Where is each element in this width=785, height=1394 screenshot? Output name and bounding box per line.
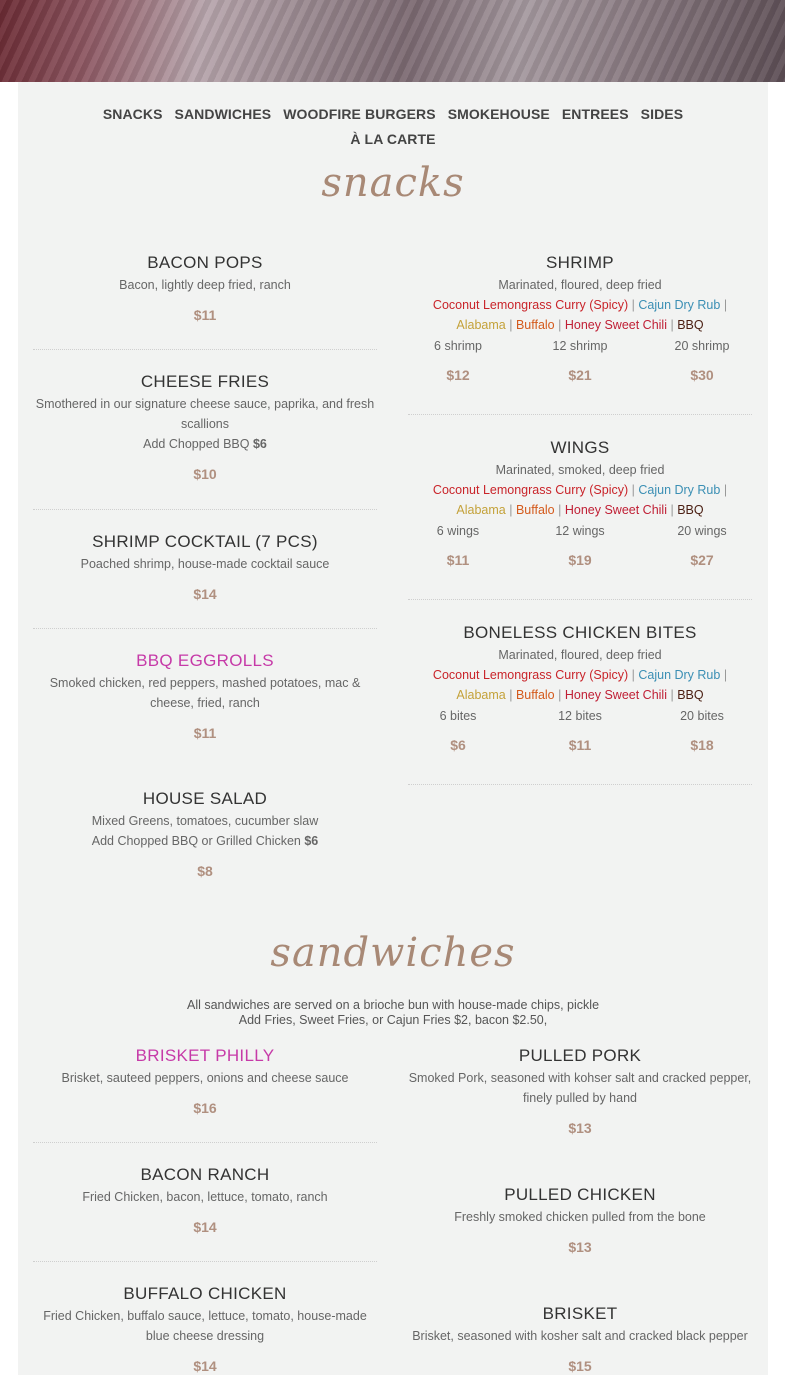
item-description: Fried Chicken, bacon, lettuce, tomato, ranch [82, 1190, 328, 1204]
item-name: CHEESE FRIES [140, 372, 270, 391]
item-name: PULLED PORK [518, 1046, 642, 1065]
item-description: Poached shrimp, house-made cocktail sauce [80, 557, 330, 571]
item-description: Freshly smoked chicken pulled from the bone [454, 1210, 706, 1224]
item-description: Brisket, sauteed peppers, onions and cheese sauce [61, 1071, 349, 1085]
portion-sizes: 6 bites 12 bites 20 bites [439, 709, 724, 723]
menu-item [33, 789, 377, 885]
hero-banner-image [0, 0, 785, 82]
item-price: $13 [568, 1120, 592, 1136]
menu-item [33, 532, 377, 629]
item-price: $11 [193, 307, 217, 323]
nav-woodfire-burgers[interactable]: WOODFIRE BURGERS [283, 105, 436, 122]
menu-item [408, 1046, 752, 1165]
intro-line: All sandwiches are served on a brioche bun with house-made chips, pickle [186, 998, 600, 1012]
portion-prices: $12 $21 $30 [446, 367, 714, 383]
menu-item [33, 372, 377, 510]
menu-item [408, 253, 752, 415]
item-price: $14 [193, 1219, 217, 1235]
intro-line: Add Fries, Sweet Fries, or Cajun Fries $2, bacon $2.50, [238, 1013, 548, 1027]
item-price: $8 [197, 863, 213, 879]
item-name: BBQ EGGROLLS [136, 651, 274, 670]
item-description: Smoked Pork, seasoned with kohser salt and cracked pepper, finely pulled by hand [408, 1071, 752, 1105]
snacks-section-title: snacks [321, 160, 465, 206]
menu-panel [18, 82, 768, 1375]
item-description: Brisket, seasoned with kosher salt and cracked black pepper [412, 1329, 748, 1343]
menu-item [408, 1185, 752, 1284]
flavor-options: Coconut Lemongrass Curry (Spicy) | Cajun Dry Rub | Alabama | Buffalo | Honey Sweet Chili | BBQ [432, 668, 728, 702]
item-price: $13 [568, 1239, 592, 1255]
item-price: $15 [568, 1358, 592, 1374]
snacks-right-column [408, 253, 752, 785]
item-name: BRISKET [542, 1304, 618, 1323]
nav-smokehouse[interactable]: SMOKEHOUSE [447, 105, 550, 122]
item-description: Marinated, floured, deep fried [498, 648, 662, 662]
nav-entrees[interactable]: ENTREES [561, 105, 629, 122]
item-description: Smoked chicken, red peppers, mashed potatoes, mac & cheese, fried, ranch [49, 676, 361, 710]
nav-a-la-carte[interactable]: À LA CARTE [350, 130, 436, 147]
menu-item [33, 253, 377, 350]
item-price: $14 [193, 1358, 217, 1374]
item-price: $16 [193, 1100, 217, 1116]
nav-snacks[interactable]: SNACKS [102, 105, 163, 122]
menu-category-nav [18, 101, 768, 151]
portion-sizes: 6 wings 12 wings 20 wings [436, 524, 727, 538]
item-name: SHRIMP COCKTAIL (7 PCS) [92, 532, 318, 551]
item-name: WINGS [550, 438, 610, 457]
item-description: Fried Chicken, buffalo sauce, lettuce, tomato, house-made blue cheese dressing [43, 1309, 367, 1343]
nav-sandwiches[interactable]: SANDWICHES [174, 105, 272, 122]
sandwiches-intro [18, 998, 768, 1028]
sandwiches-left-column [33, 1046, 377, 1394]
menu-item [33, 651, 377, 767]
menu-item [33, 1165, 377, 1262]
item-name: PULLED CHICKEN [504, 1185, 656, 1204]
item-description: Bacon, lightly deep fried, ranch [119, 278, 291, 292]
item-name: BONELESS CHICKEN BITES [463, 623, 697, 642]
menu-item [408, 623, 752, 785]
portion-prices: $6 $11 $18 [450, 737, 714, 753]
portion-sizes: 6 shrimp 12 shrimp 20 shrimp [434, 339, 730, 353]
item-addon: Add Chopped BBQ or Grilled Chicken $6 [91, 834, 319, 848]
item-description: Smothered in our signature cheese sauce, paprika, and fresh scallions [35, 397, 375, 431]
nav-sides[interactable]: SIDES [640, 105, 684, 122]
item-name: BUFFALO CHICKEN [123, 1284, 287, 1303]
item-price: $11 [193, 725, 217, 741]
portion-prices: $11 $19 $27 [446, 552, 714, 568]
sandwiches-section-title: sandwiches [270, 930, 516, 976]
item-description: Marinated, floured, deep fried [498, 278, 662, 292]
item-price: $10 [193, 466, 217, 482]
flavor-options: Coconut Lemongrass Curry (Spicy) | Cajun Dry Rub | Alabama | Buffalo | Honey Sweet Chili | BBQ [432, 298, 728, 332]
menu-item [408, 1304, 752, 1384]
item-price: $14 [193, 586, 217, 602]
item-name: SHRIMP [546, 253, 614, 272]
item-addon: Add Chopped BBQ $6 [143, 437, 267, 451]
menu-item [408, 438, 752, 600]
menu-item [33, 1284, 377, 1394]
menu-item [33, 1046, 377, 1143]
item-description: Marinated, smoked, deep fried [495, 463, 665, 477]
item-name: BACON RANCH [140, 1165, 270, 1184]
flavor-options: Coconut Lemongrass Curry (Spicy) | Cajun Dry Rub | Alabama | Buffalo | Honey Sweet Chili | BBQ [432, 483, 728, 517]
sandwiches-right-column [408, 1046, 752, 1384]
item-name: BRISKET PHILLY [135, 1046, 275, 1065]
snacks-left-column [33, 253, 377, 885]
item-name: HOUSE SALAD [142, 789, 268, 808]
item-name: BACON POPS [147, 253, 263, 272]
item-description: Mixed Greens, tomatoes, cucumber slaw [91, 814, 319, 828]
